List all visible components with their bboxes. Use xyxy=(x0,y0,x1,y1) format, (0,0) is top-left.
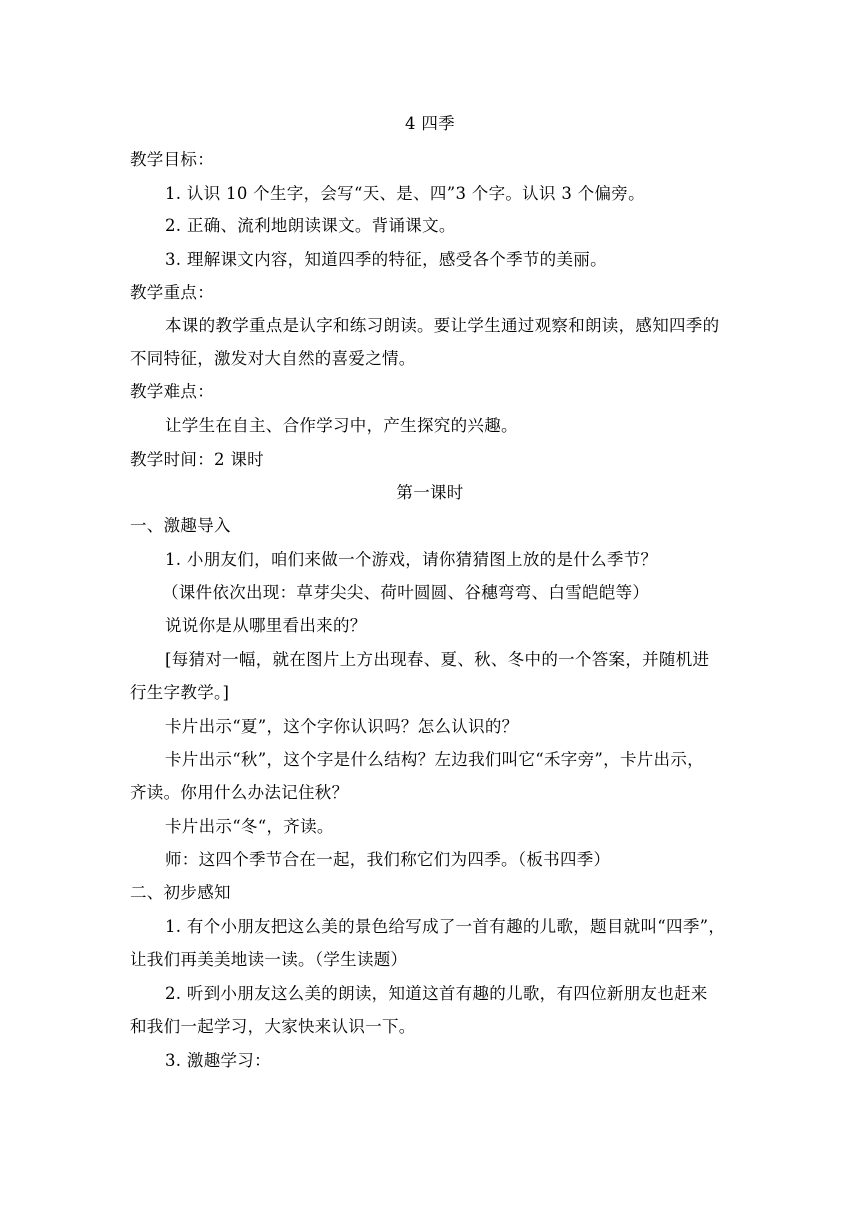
section-2-paragraph-2-line-1: 2. 听到小朋友这么美的朗读，知道这首有趣的儿歌，有四位新朋友也赶来 xyxy=(165,984,708,1003)
key-heading: 教学重点： xyxy=(130,283,214,302)
section-2-paragraph-2-line-2: 和我们一起学习，大家快来认识一下。 xyxy=(130,1017,416,1036)
section-1-paragraph-4-line-2: 行生字教学。] xyxy=(130,683,230,702)
section-1-paragraph-1: 1. 小朋友们，咱们来做一个游戏，请你猜猜图上放的是什么季节？ xyxy=(165,550,658,569)
goal-1: 1. 认识 10 个生字，会写“天、是、四”3 个字。认识 3 个偏旁。 xyxy=(165,184,645,203)
section-2-paragraph-1-line-1: 1. 有个小朋友把这么美的景色给写成了一首有趣的儿歌，题目就叫“四季”， xyxy=(165,917,726,936)
section-1-paragraph-4-line-1: [每猜对一幅，就在图片上方出现春、夏、秋、冬中的一个答案，并随机进 xyxy=(165,650,710,669)
section-1-paragraph-6-line-1: 卡片出示“秋”，这个字是什么结构？左边我们叫它“禾字旁”，卡片出示， xyxy=(165,750,704,769)
lesson-title: 第一课时 xyxy=(396,483,464,502)
goal-2: 2. 正确、流利地朗读课文。背诵课文。 xyxy=(165,216,456,235)
section-1-paragraph-6-line-2: 齐读。你用什么办法记住秋？ xyxy=(130,783,349,802)
key-paragraph-line-1: 本课的教学重点是认字和练习朗读。要让学生通过观察和朗读，感知四季的 xyxy=(165,316,720,335)
section-1-paragraph-8: 师：这四个季节合在一起，我们称它们为四季。（板书四季） xyxy=(165,850,611,869)
teaching-time: 教学时间：2 课时 xyxy=(130,450,264,469)
section-2-heading: 二、初步感知 xyxy=(130,883,231,902)
section-1-paragraph-5: 卡片出示“夏”，这个字你认识吗？怎么认识的？ xyxy=(165,717,519,736)
section-2-paragraph-1-line-2: 让我们再美美地读一读。（学生读题） xyxy=(130,950,408,969)
section-1-paragraph-7: 卡片出示“冬“，齐读。 xyxy=(165,817,334,836)
difficulty-heading: 教学难点： xyxy=(130,382,214,401)
goal-3: 3. 理解课文内容，知道四季的特征，感受各个季节的美丽。 xyxy=(165,250,607,269)
section-1-paragraph-2: （课件依次出现：草芽尖尖、荷叶圆圆、谷穗弯弯、白雪皑皑等） xyxy=(162,583,650,602)
difficulty-text: 让学生在自主、合作学习中，产生探究的兴趣。 xyxy=(165,416,518,435)
key-paragraph-line-2: 不同特征，激发对大自然的喜爱之情。 xyxy=(130,349,416,368)
goals-heading: 教学目标： xyxy=(130,150,214,169)
section-2-paragraph-3: 3. 激趣学习： xyxy=(165,1051,271,1070)
document-title: 4 四季 xyxy=(405,114,455,133)
section-1-paragraph-3: 说说你是从哪里看出来的？ xyxy=(165,616,367,635)
section-1-heading: 一、激趣导入 xyxy=(130,516,231,535)
